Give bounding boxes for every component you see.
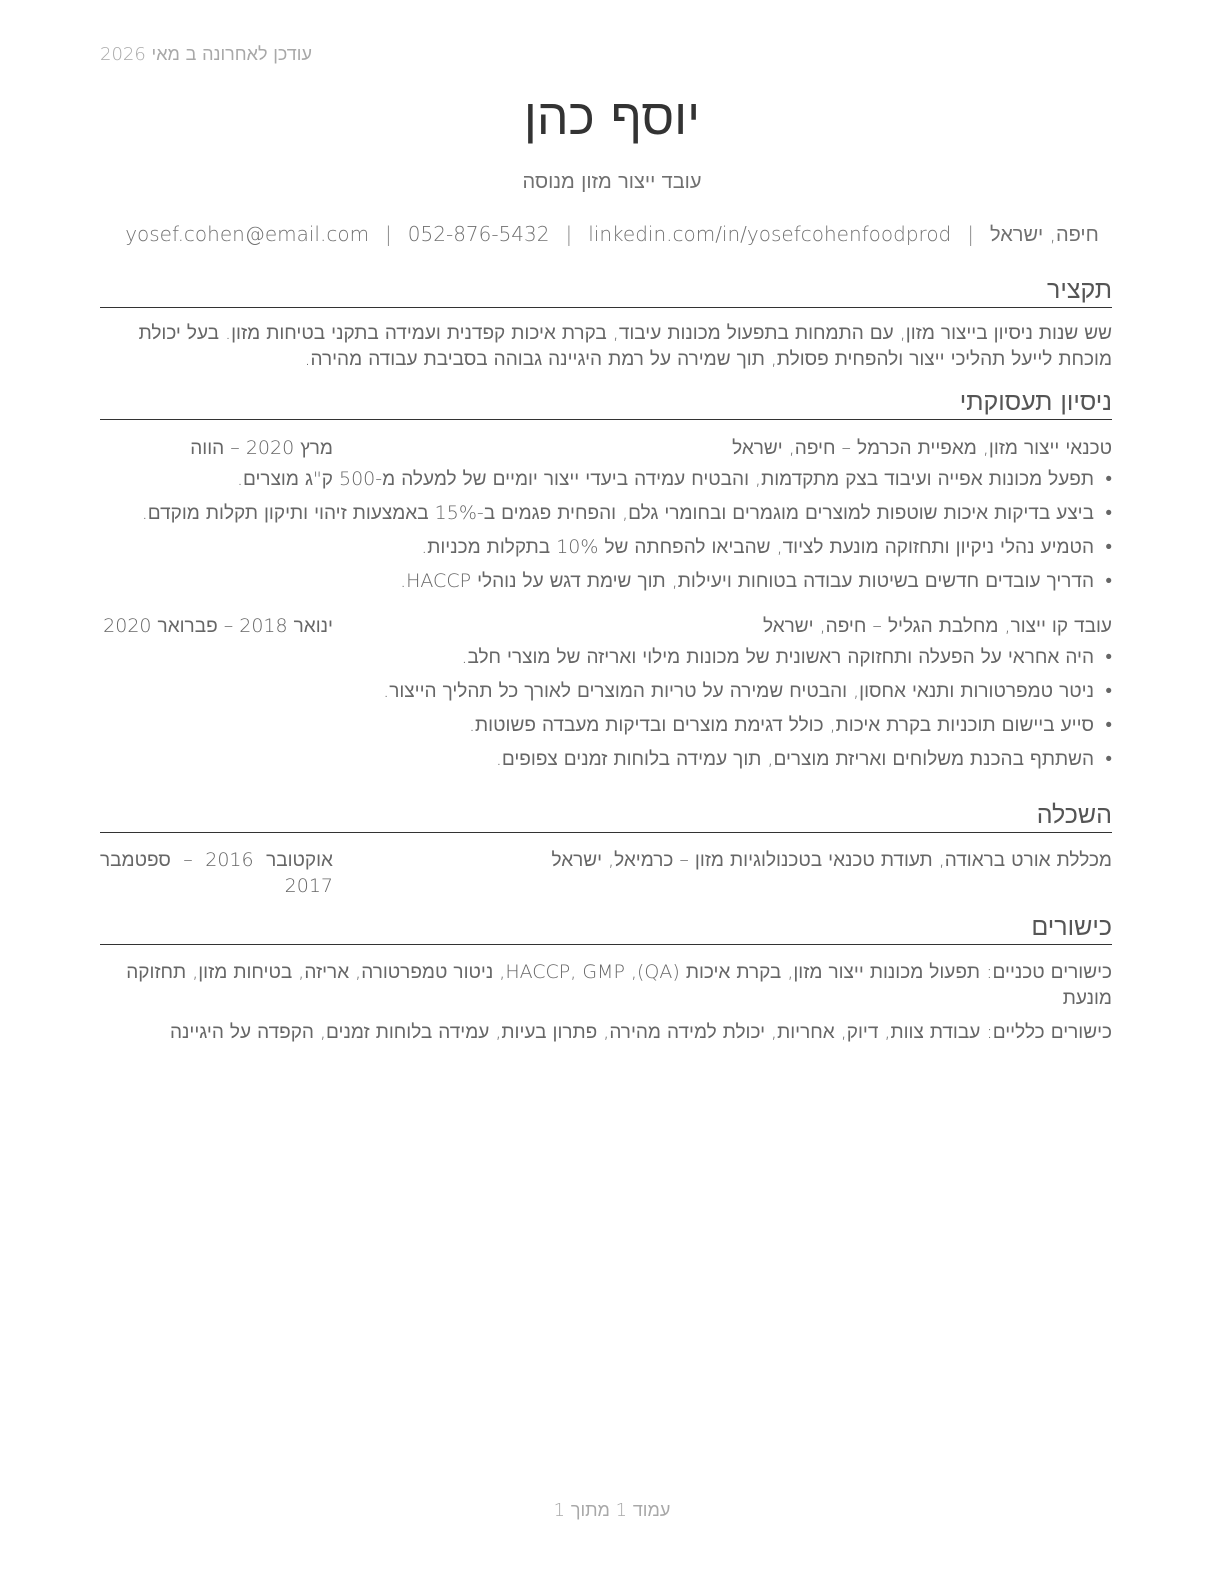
contact-email[interactable]: yosef.cohen@email.com xyxy=(125,222,370,246)
job-dates: מרץ 2020 – הווה xyxy=(190,437,333,459)
contact-separator: | xyxy=(385,222,392,246)
summary-heading: תקציר xyxy=(100,274,1112,308)
page-number: עמוד 1 מתוך 1 xyxy=(553,1500,671,1521)
job-header xyxy=(100,434,1112,462)
job-header xyxy=(100,612,1112,640)
education-heading: השכלה xyxy=(100,799,1112,833)
contact-separator: | xyxy=(565,222,573,246)
education-dates: אוקטובר 2016 – ספטמבר 2017 xyxy=(100,849,333,897)
experience-heading: ניסיון תעסוקתי xyxy=(100,386,1112,420)
job-bullet: • ניטר טמפרטורות ותנאי אחסון, והבטיח שמירה על טריות המוצרים לאורך כל תהליך הייצור. xyxy=(100,678,1112,704)
skills-general: כישורים כלליים: עבודת צוות, דיוק, אחריות, יכולת למידה מהירה, פתרון בעיות, עמידה בלוחות זמנים, הקפדה על היגיינה xyxy=(169,1021,1112,1043)
experience-section xyxy=(100,386,1112,780)
job-bullet: • סייע ביישום תוכניות בקרת איכות, כולל דגימת מוצרים ובדיקות מעבדה פשוטות. xyxy=(100,712,1112,738)
job-dates: ינואר 2018 – פברואר 2020 xyxy=(103,615,333,637)
last-updated: עודכן לאחרונה ב מאי 2026 xyxy=(100,44,312,65)
skills-technical: כישורים טכניים: תפעול מכונות ייצור מזון, בקרת איכות (QA), HACCP, GMP, ניטור טמפרטורה, אריזה, בטיחות מזון, תחזוקה מונעת xyxy=(126,961,1112,1009)
skills-heading: כישורים xyxy=(100,911,1112,945)
summary-section xyxy=(100,274,1112,372)
education-section xyxy=(100,799,1112,903)
job-entry xyxy=(100,612,1112,772)
summary-text: שש שנות ניסיון בייצור מזון, עם התמחות בתפעול מכונות עיבוד, בקרת איכות קפדנית ועמידה בתקני בטיחות מזון. בעל יכולת מוכחת לייעל תהליכי ייצור ולהפחית פסולת, תוך שמירה על רמת היגיינה גבוהה בסביבת עבודה מהירה. xyxy=(138,322,1112,370)
job-bullet: • הטמיע נהלי ניקיון ותחזוקה מונעת לציוד, שהביאו להפחתה של 10% בתקלות מכניות. xyxy=(100,534,1112,560)
contact-separator: | xyxy=(967,222,975,246)
skills-section xyxy=(100,911,1112,1053)
job-bullet: • תפעל מכונות אפייה ועיבוד בצק מתקדמות, והבטיח עמידה ביעדי ייצור יומיים של למעלה מ-500 ק"ג מוצרים. xyxy=(100,466,1112,492)
contact-line xyxy=(0,222,1224,247)
job-bullet: • הדריך עובדים חדשים בשיטות עבודה בטוחות ויעילות, תוך שימת דגש על נוהלי HACCP. xyxy=(100,568,1112,594)
job-bullet: • ביצע בדיקות איכות שוטפות למוצרים מוגמרים ובחומרי גלם, והפחית פגמים ב-15% באמצעות זיהוי ותיקון תקלות מוקדם. xyxy=(100,500,1112,526)
job-role: עובד קו ייצור, מחלבת הגליל – חיפה, ישראל xyxy=(763,615,1112,637)
candidate-title: עובד ייצור מזון מנוסה xyxy=(522,169,702,193)
candidate-name: יוסף כהן xyxy=(523,88,701,146)
contact-location: חיפה, ישראל xyxy=(990,222,1099,246)
job-bullets xyxy=(100,644,1112,772)
contact-phone[interactable]: 052-876-5432 xyxy=(407,222,550,246)
job-bullet: • השתתף בהכנת משלוחים ואריזת מוצרים, תוך עמידה בלוחות זמנים צפופים. xyxy=(100,746,1112,772)
contact-linkedin[interactable]: linkedin.com/in/yosefcohenfoodprod xyxy=(588,222,952,246)
job-bullets xyxy=(100,466,1112,594)
job-entry xyxy=(100,434,1112,594)
education-school: מכללת אורט בראודה, תעודת טכנאי בטכנולוגיות מזון – כרמיאל, ישראל xyxy=(551,849,1112,871)
education-entry xyxy=(100,847,1112,903)
job-bullet: • היה אחראי על הפעלה ותחזוקה ראשונית של מכונות מילוי ואריזה של מוצרי חלב. xyxy=(100,644,1112,670)
job-role: טכנאי ייצור מזון, מאפיית הכרמל – חיפה, ישראל xyxy=(732,437,1112,459)
